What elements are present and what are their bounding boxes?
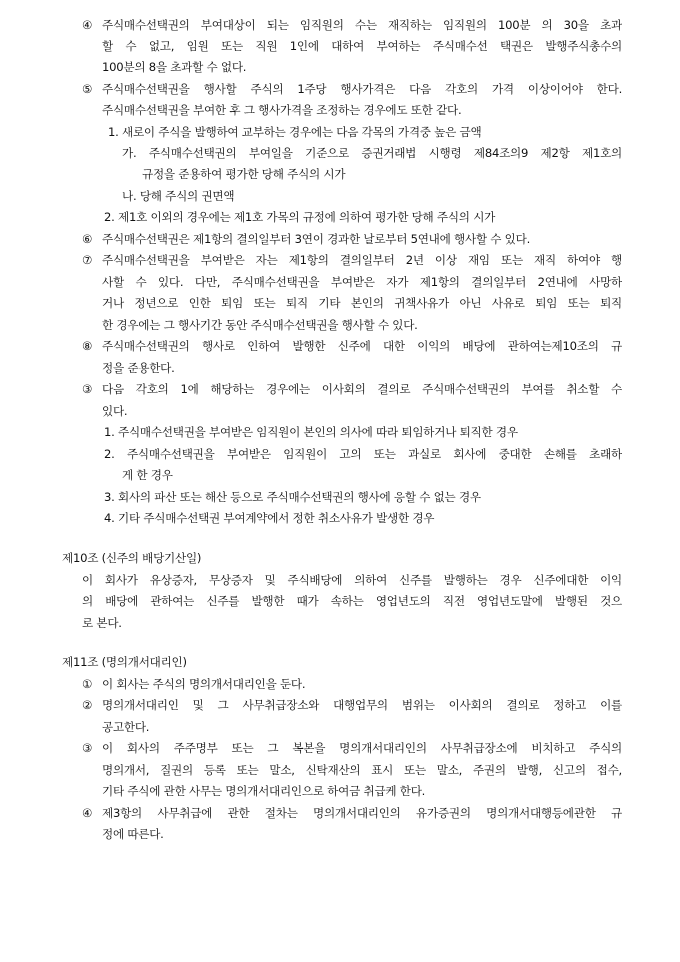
item-9-sub-2-line-1: 2. 주식매수선택권을 부여받은 임직원이 고의 또는 과실로 회사에 중대한 손해를 초래하 xyxy=(104,447,622,461)
item-4-marker: ④ xyxy=(82,18,93,32)
item-4-line-3: 100분의 8을 초과할 수 없다. xyxy=(102,60,247,74)
item-5-line-2: 주식매수선택권을 부여한 후 그 행사가격을 조정하는 경우에도 또한 같다. xyxy=(102,103,462,117)
item-9-sub-1: 1. 주식매수선택권을 부여받은 임직원이 본인의 의사에 따라 퇴임하거나 퇴직한 경우 xyxy=(104,425,518,439)
item-7-line-2: 사할 수 있다. 다만, 주식매수선택권을 부여받은 자가 제1항의 결의일부터 2연내에 사망하 xyxy=(102,275,622,289)
article-11-item-3-line-2: 명의개서, 질권의 등록 또는 말소, 신탁재산의 표시 또는 말소, 주권의 발행, 신고의 접수, xyxy=(102,763,622,777)
article-10-heading: 제10조 (신주의 배당기산일) xyxy=(62,551,202,565)
item-7-line-1: 주식매수선택권을 부여받은 자는 제1항의 결의일부터 2년 이상 재임 또는 재직 하여야 행 xyxy=(102,253,622,267)
item-4-line-2: 할 수 없고, 임원 또는 직원 1인에 대하여 부여하는 주식매수선 택권은 발행주식총수의 xyxy=(102,39,622,53)
article-11-item-2-marker: ② xyxy=(82,698,93,712)
article-10-line-1: 이 회사가 유상증자, 무상증자 및 주식배당에 의하여 신주를 발행하는 경우 신주에대한 이익 xyxy=(82,573,622,587)
item-5-sub-1-ga-line-1: 가. 주식매수선택권의 부여일을 기준으로 증권거래법 시행령 제84조의9 제2항 제1호의 xyxy=(122,146,622,160)
item-5-sub-1: 1. 새로이 주식을 발행하여 교부하는 경우에는 다음 각목의 가격중 높은 금액 xyxy=(108,125,482,139)
article-11-item-3-marker: ③ xyxy=(82,741,93,755)
item-5-line-1: 주식매수선택권을 행사할 주식의 1주당 행사가격은 다음 각호의 가격 이상이어야 한다. xyxy=(102,82,622,96)
item-7-line-4: 한 경우에는 그 행사기간 동안 주식매수선택권을 행사할 수 있다. xyxy=(102,318,418,332)
item-8-marker: ⑧ xyxy=(82,339,93,353)
item-4-line-1: 주식매수선택권의 부여대상이 되는 임직원의 수는 재직하는 임직원의 100분 의 30을 초과 xyxy=(102,18,622,32)
item-5-sub-2: 2. 제1호 이외의 경우에는 제1호 가목의 규정에 의하여 평가한 당해 주식의 시가 xyxy=(104,210,496,224)
item-5-marker: ⑤ xyxy=(82,82,93,96)
item-6-marker: ⑥ xyxy=(82,232,93,246)
item-9-sub-4: 4. 기타 주식매수선택권 부여계약에서 정한 취소사유가 발생한 경우 xyxy=(104,511,435,525)
item-8-line-2: 정을 준용한다. xyxy=(102,361,175,375)
item-9-line-1: 다음 각호의 1에 해당하는 경우에는 이사회의 결의로 주식매수선택권의 부여를 취소할 수 xyxy=(102,382,622,396)
item-7-line-3: 거나 정년으로 인한 퇴임 또는 퇴직 기타 본인의 귀책사유가 아닌 사유로 퇴임 또는 퇴직 xyxy=(102,296,622,310)
article-11-item-3-line-3: 기타 주식에 관한 사무는 명의개서대리인으로 하여금 취급케 한다. xyxy=(102,784,426,798)
item-9-sub-2-line-2: 게 한 경우 xyxy=(122,468,173,482)
item-9-sub-3: 3. 회사의 파산 또는 해산 등으로 주식매수선택권의 행사에 응할 수 없는 경우 xyxy=(104,490,481,504)
article-11-item-4-line-1: 제3항의 사무취급에 관한 절차는 명의개서대리인의 유가증권의 명의개서대행등에관한 규 xyxy=(102,806,622,820)
article-11-heading: 제11조 (명의개서대리인) xyxy=(62,655,187,669)
item-7-marker: ⑦ xyxy=(82,253,93,267)
article-11-item-1-marker: ① xyxy=(82,677,93,691)
item-8-line-1: 주식매수선택권의 행사로 인하여 발행한 신주에 대한 이익의 배당에 관하여는제10조의 규 xyxy=(102,339,622,353)
item-9-marker: ③ xyxy=(82,382,93,396)
item-5-sub-1-na: 나. 당해 주식의 권면액 xyxy=(122,189,235,203)
article-11-item-3-line-1: 이 회사의 주주명부 또는 그 복본을 명의개서대리인의 사무취급장소에 비치하고 주식의 xyxy=(102,741,622,755)
article-11-item-4-marker: ④ xyxy=(82,806,93,820)
item-9-line-2: 있다. xyxy=(102,404,128,418)
article-11-item-1-line: 이 회사는 주식의 명의개서대리인을 둔다. xyxy=(102,677,306,691)
item-6-line: 주식매수선택권은 제1항의 결의일부터 3연이 경과한 날로부터 5연내에 행사할 수 있다. xyxy=(102,232,531,246)
article-10-line-3: 로 본다. xyxy=(82,616,122,630)
item-5-sub-1-ga-line-2: 규정을 준용하여 평가한 당해 주식의 시가 xyxy=(142,167,346,181)
article-11-item-2-line-2: 공고한다. xyxy=(102,720,150,734)
article-10-line-2: 의 배당에 관하여는 신주를 발행한 때가 속하는 영업년도의 직전 영업년도말에 발행된 것으 xyxy=(82,594,622,608)
article-11-item-4-line-2: 정에 따른다. xyxy=(102,827,164,841)
article-11-item-2-line-1: 명의개서대리인 및 그 사무취급장소와 대행업무의 범위는 이사회의 결의로 정하고 이를 xyxy=(102,698,622,712)
